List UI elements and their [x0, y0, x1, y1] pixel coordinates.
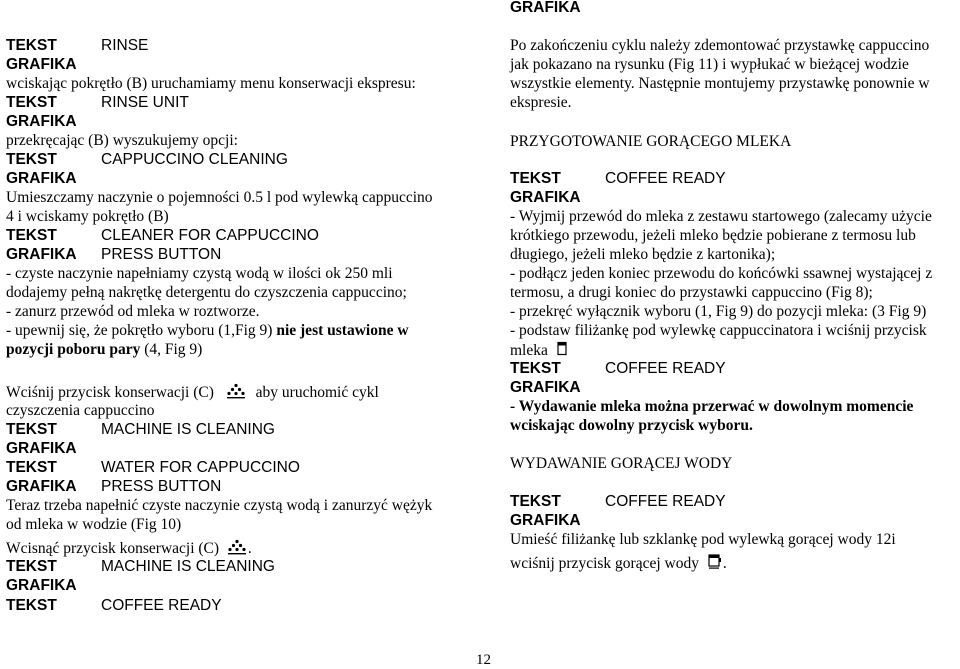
- left-line-13: - czyste naczynie napełniamy czystą wodą w ilości ok 250 mli: [6, 265, 393, 282]
- left-line-9: Umieszczamy naczynie o pojemności 0.5 l pod wylewką cappuccino: [6, 189, 433, 206]
- right-line-8: - Wyjmij przewód do mleka z zestawu startowego (zalecamy użycie: [510, 208, 932, 225]
- right-line-13: - przekręć wyłącznik wyboru (1, Fig 9) do pozycji mleka: (3 Fig 9): [510, 303, 927, 320]
- left-line-27: TEKST MACHINE IS CLEANING: [6, 558, 275, 575]
- left-line-28: GRAFIKA: [6, 577, 77, 594]
- right-line-4: ekspresie.: [510, 94, 572, 111]
- left-line-20: TEKST MACHINE IS CLEANING: [6, 421, 275, 438]
- right-line-16: TEKST COFFEE READY: [510, 360, 726, 377]
- right-line-7: GRAFIKA: [510, 189, 581, 206]
- right-line-22: GRAFIKA: [510, 512, 581, 529]
- left-line-12: GRAFIKA PRESS BUTTON: [6, 246, 222, 263]
- top-grafika-label: GRAFIKA: [510, 0, 581, 16]
- right-line-10: długiego, jeżeli mleko będzie z kartonika);: [510, 246, 776, 263]
- left-line-15: - zanurz przewód od mleka w roztworze.: [6, 303, 260, 320]
- right-line-18: - Wydawanie mleka można przerwać w dowolnym momencie: [510, 398, 914, 415]
- left-line-23: GRAFIKA PRESS BUTTON: [6, 478, 222, 495]
- hot-water-button-icon: [707, 553, 723, 576]
- right-line-14: - podstaw filiżankę pod wylewkę cappuccinatora i wciśnij przycisk: [510, 322, 927, 339]
- left-line-21: GRAFIKA: [6, 440, 77, 457]
- left-line-4: TEKST RINSE UNIT: [6, 94, 189, 111]
- right-line-9: krótkiego przewodu, jeżeli mleko będzie pobierane z termosu lub: [510, 227, 916, 244]
- section-heading-hot-water: WYDAWANIE GORĄCEJ WODY: [510, 455, 733, 472]
- right-line-24: wciśnij przycisk gorącej wody .: [510, 553, 727, 576]
- left-line-8: GRAFIKA: [6, 170, 77, 187]
- maintenance-button-icon: [227, 539, 247, 560]
- left-line-17: pozycji poboru pary (4, Fig 9): [6, 341, 203, 358]
- right-line-1: Po zakończeniu cyklu należy zdemontować przystawkę cappuccino: [510, 37, 930, 54]
- left-line-26: Wcisnąć przycisk konserwacji (C) .: [6, 539, 252, 560]
- milk-button-icon: [556, 341, 568, 362]
- right-line-15: mleka: [510, 341, 568, 362]
- left-line-11: TEKST CLEANER FOR CAPPUCCINO: [6, 227, 319, 244]
- right-line-6: TEKST COFFEE READY: [510, 170, 726, 187]
- right-line-11: - podłącz jeden koniec przewodu do końcówki ssawnej wystającej z: [510, 265, 933, 282]
- page-number: 12: [476, 652, 491, 668]
- section-heading-hot-milk: PRZYGOTOWANIE GORĄCEGO MLEKA: [510, 133, 792, 150]
- left-line-19: czyszczenia cappuccino: [6, 402, 155, 419]
- left-line-6: przekręcając (B) wyszukujemy opcji:: [6, 132, 238, 149]
- maintenance-button-icon: [226, 383, 246, 404]
- left-line-2: GRAFIKA: [6, 56, 77, 73]
- right-line-12: termosu, a drugi koniec do przystawki cappuccino (Fig 8);: [510, 284, 873, 301]
- left-line-22: TEKST WATER FOR CAPPUCCINO: [6, 459, 300, 476]
- left-line-3: wciskając pokrętło (B) uruchamiamy menu konserwacji ekspresu:: [6, 75, 416, 92]
- right-line-19: wciskając dowolny przycisk wyboru.: [510, 417, 753, 434]
- right-line-17: GRAFIKA: [510, 379, 581, 396]
- left-line-5: GRAFIKA: [6, 113, 77, 130]
- left-line-25: od mleka w wodzie (Fig 10): [6, 516, 182, 533]
- left-line-16: - upewnij się, że pokrętło wyboru (1,Fig 9) nie jest ustawione w: [6, 322, 409, 339]
- left-line-7: TEKST CAPPUCCINO CLEANING: [6, 151, 288, 168]
- left-line-29: TEKST COFFEE READY: [6, 597, 222, 614]
- left-line-24: Teraz trzeba napełnić czyste naczynie czystą wodą i zanurzyć wężyk: [6, 497, 433, 514]
- right-line-21: TEKST COFFEE READY: [510, 493, 726, 510]
- right-line-3: wszystkie elementy. Następnie montujemy przystawkę ponownie w: [510, 75, 930, 92]
- left-line-14: dodajemy pełną nakrętkę detergentu do czyszczenia cappuccino;: [6, 284, 407, 301]
- left-line-10: 4 i wciskamy pokrętło (B): [6, 208, 169, 225]
- right-line-23: Umieść filiżankę lub szklankę pod wylewką gorącej wody 12i: [510, 531, 896, 548]
- left-line-18: Wciśnij przycisk konserwacji (C) aby uruchomić cykl: [6, 383, 379, 404]
- right-line-2: jak pokazano na rysunku (Fig 11) i wypłukać w bieżącej wodzie: [510, 56, 909, 73]
- left-line-1: TEKST RINSE: [6, 37, 149, 54]
